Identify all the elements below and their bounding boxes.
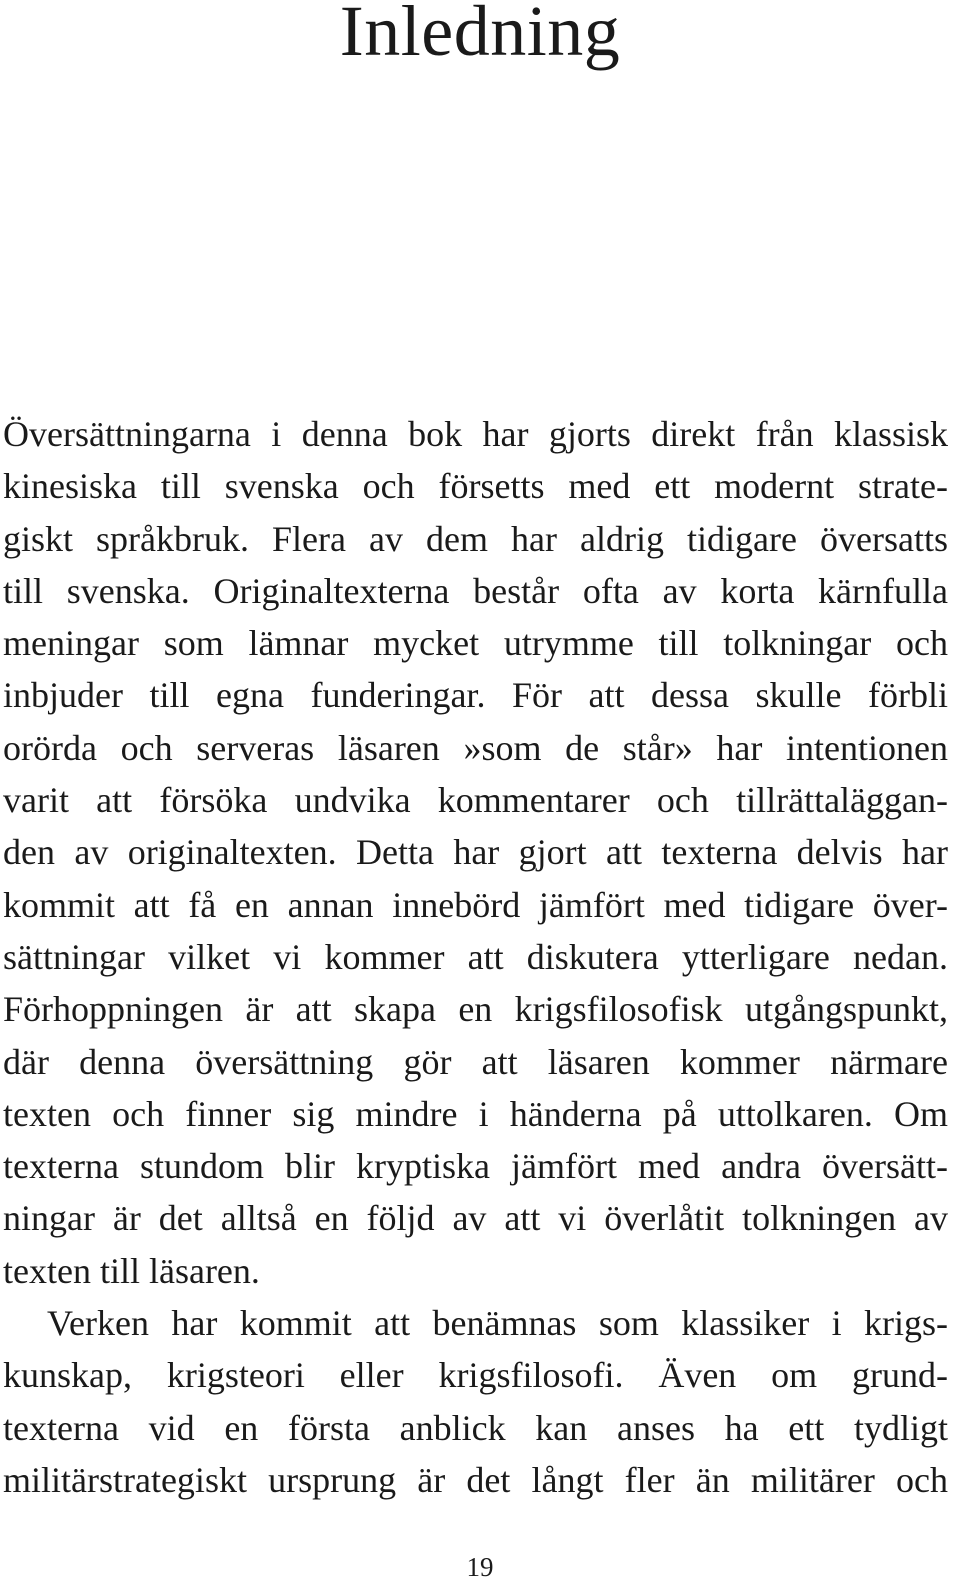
text-line: giskt språkbruk. Flera av dem har aldrig tidigare översatts <box>3 518 948 559</box>
text-line: kunskap, krigsteori eller krigsfilosofi. Även om grund- <box>3 1355 948 1396</box>
text-line: inbjuder till egna funderingar. För att dessa skulle förbli <box>3 675 948 716</box>
text-line: meningar som lämnar mycket utrymme till tolkningar och <box>3 623 948 664</box>
text-line: kommit att få en annan innebörd jämfört med tidigare över- <box>3 884 948 925</box>
paragraph-2 <box>3 1297 948 1506</box>
text-line: sättningar vilket vi kommer att diskutera ytterligare nedan. <box>3 936 948 977</box>
text-line: Förhoppningen är att skapa en krigsfilosofisk utgångspunkt, <box>3 989 948 1030</box>
text-line: Översättningarna i denna bok har gjorts direkt från klassisk <box>3 414 948 454</box>
chapter-title: Inledning <box>339 0 621 71</box>
text-line: texterna stundom blir kryptiska jämfört med andra översätt- <box>3 1146 948 1187</box>
paragraph-1 <box>3 408 948 1297</box>
page-number: 19 <box>466 1552 494 1582</box>
text-line: texterna vid en första anblick kan anses ha ett tydligt <box>3 1407 948 1448</box>
text-line: militärstrategiskt ursprung är det långt fler än militärer och <box>3 1459 948 1500</box>
text-line: där denna översättning gör att läsaren kommer närmare <box>3 1041 948 1082</box>
text-line: varit att försöka undvika kommentarer och tillrättaläggan- <box>3 780 948 821</box>
text-line: Verken har kommit att benämnas som klassiker i krigs- <box>47 1303 948 1344</box>
text-line: till svenska. Originaltexterna består ofta av korta kärnfulla <box>3 570 948 611</box>
text-line: den av originaltexten. Detta har gjort att texterna delvis har <box>3 832 948 873</box>
text-line: kinesiska till svenska och försetts med ett modernt strate- <box>3 466 948 507</box>
text-line: orörda och serveras läsaren »som de står» har intentionen <box>3 727 948 768</box>
text-line: texten till läsaren. <box>3 1250 260 1291</box>
body-text <box>3 408 948 1506</box>
text-line: ningar är det alltså en följd av att vi överlåtit tolkningen av <box>3 1198 948 1239</box>
text-line: texten och finner sig mindre i händerna på uttolkaren. Om <box>3 1093 948 1134</box>
